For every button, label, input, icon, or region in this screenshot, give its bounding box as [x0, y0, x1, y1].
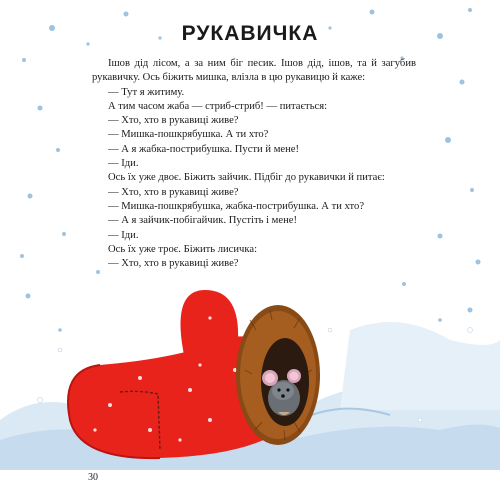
story-paragraph: — А я жабка-пострибушка. Пусти й мене!	[108, 143, 299, 155]
story-paragraph: — Хто, хто в рукавиці живе?	[108, 115, 239, 127]
story-paragraph: — Іди.	[108, 229, 139, 241]
story-paragraph: — Хто, хто в рукавиці живе?	[108, 186, 239, 198]
story-paragraph: — Мишка-пошкрябушка. А ти хто?	[108, 129, 269, 141]
story-paragraph: Ішов дід лісом, а за ним біг песик. Ішов дід, ішов, та й загубив рукавичку. Ось біжить мишка, влізла в цю рукавицю й каже:	[92, 58, 416, 84]
story-paragraph: А тим часом жаба — стриб-стриб! — питається:	[108, 100, 328, 112]
mitten-with-mouse-illustration	[0, 270, 500, 470]
story-paragraph: Ось їх уже двоє. Біжить зайчик. Підбіг до рукавички й питає:	[108, 172, 385, 184]
story-paragraph: — А я зайчик-побігайчик. Пустіть і мене!	[108, 215, 297, 227]
story-paragraph: — Мишка-пошкрябушка, жабка-пострибушка. А ти хто?	[108, 200, 365, 212]
page-number: 30	[88, 472, 98, 483]
story-paragraph: — Тут я житиму.	[108, 86, 185, 98]
story-paragraph: — Іди.	[108, 158, 139, 170]
story-paragraph: — Хто, хто в рукавиці живе?	[108, 258, 239, 270]
story-text	[92, 57, 416, 271]
story-paragraph: Ось їх уже троє. Біжить лисичка:	[108, 243, 258, 255]
story-title: РУКАВИЧКА	[181, 22, 319, 45]
